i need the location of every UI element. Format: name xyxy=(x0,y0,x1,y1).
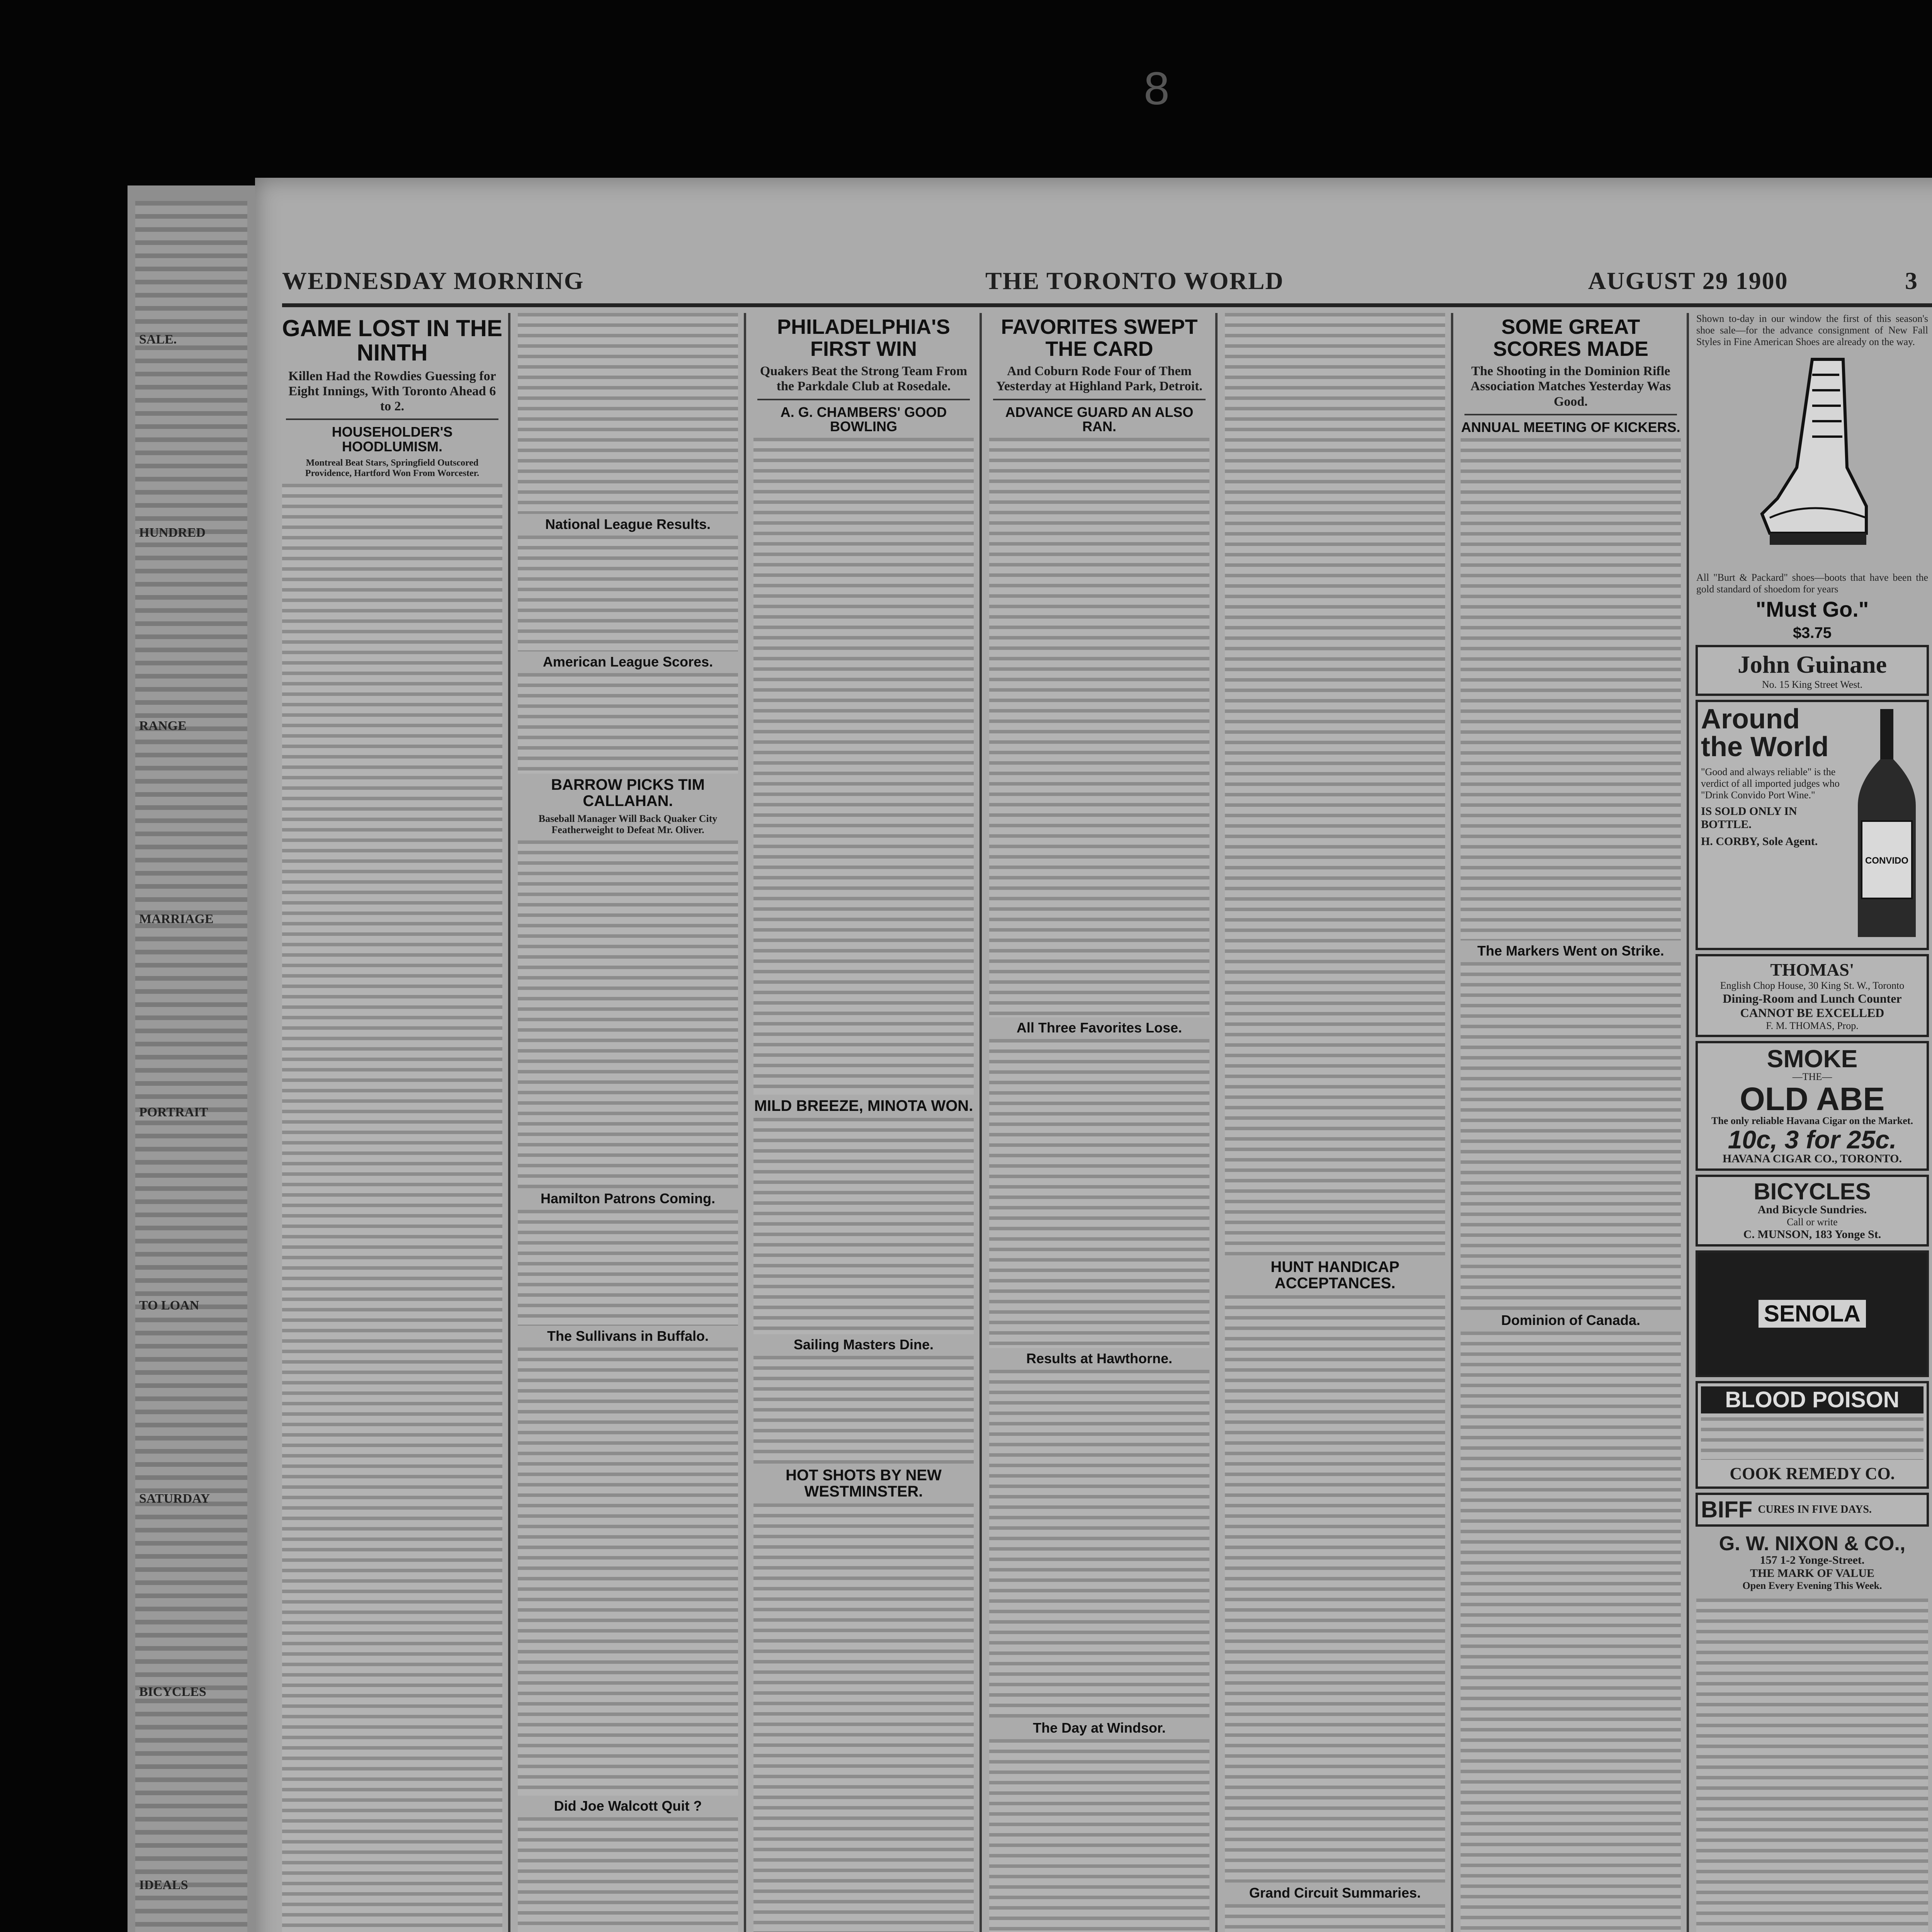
subhead-new-westminster: HOT SHOTS BY NEW WESTMINSTER. xyxy=(786,1466,942,1500)
headline-game-lost: GAME LOST IN THE NINTH xyxy=(282,315,502,366)
port-headline: Around the World xyxy=(1701,703,1829,762)
column-rule xyxy=(744,313,746,1932)
subhead-hunt-handicap: HUNT HANDICAP ACCEPTANCES. xyxy=(1270,1259,1400,1292)
adjacent-page-strip xyxy=(128,185,260,1932)
bicycles-ad xyxy=(1696,1175,1929,1247)
nixon-address: 157 1-2 Yonge-Street. xyxy=(1760,1553,1865,1566)
column-2 xyxy=(514,313,742,1932)
bicycles-call: Call or write xyxy=(1787,1216,1838,1228)
subhead-markers-strike: The Markers Went on Strike. xyxy=(1477,943,1664,959)
port-sold: IS SOLD ONLY IN BOTTLE. xyxy=(1701,804,1797,831)
masthead-rule xyxy=(282,303,1932,307)
thomas-name: THOMAS' xyxy=(1770,959,1854,980)
subhead-joe-walcott: Did Joe Walcott Quit ? xyxy=(554,1798,702,1814)
deck-great-scores: The Shooting in the Dominion Rifle Association Matches Yesterday Was Good. xyxy=(1470,364,1671,409)
column-7-advertisements xyxy=(1692,313,1932,1932)
race-results-block xyxy=(989,1370,1209,1718)
shoe-ad-text: All "Burt & Packard" shoes—boots that have been the gold standard of shoedom for years xyxy=(1696,572,1928,595)
score-list-block xyxy=(1461,1332,1681,1932)
subhead-advance-guard: ADVANCE GUARD AN ALSO RAN. xyxy=(1005,404,1194,435)
column-4 xyxy=(985,313,1213,1932)
subhead-minota-won: MILD BREEZE, MINOTA WON. xyxy=(754,1097,973,1115)
article-text-block xyxy=(753,1118,974,1334)
subhead-sailing-masters: Sailing Masters Dine. xyxy=(793,1337,934,1353)
left-fragment: SALE. xyxy=(139,332,177,347)
subhead-annual-meeting: ANNUAL MEETING OF KICKERS. xyxy=(1461,419,1680,435)
column-6 xyxy=(1457,313,1685,1932)
cigar-price: 10c, 3 for 25c. xyxy=(1728,1125,1897,1154)
article-text-block xyxy=(518,313,738,514)
cigar-company: HAVANA CIGAR CO., TORONTO. xyxy=(1722,1152,1902,1165)
shoe-illustration xyxy=(1754,352,1870,568)
bicycles-title: BICYCLES xyxy=(1753,1178,1871,1204)
subhead-grand-circuit: Grand Circuit Summaries. xyxy=(1249,1885,1421,1901)
divider xyxy=(1464,414,1677,415)
subhead-american-league: American League Scores. xyxy=(543,653,713,670)
guinane-address: No. 15 King Street West. xyxy=(1762,679,1863,690)
left-fragment: HUNDRED xyxy=(139,526,206,540)
shoe-ad-slogan: "Must Go." xyxy=(1755,597,1869,621)
article-text-block xyxy=(1696,1599,1928,1932)
article-text-block xyxy=(518,1210,738,1326)
article-text-block xyxy=(1461,438,1681,940)
subhead-hawthorne: Results at Hawthorne. xyxy=(1026,1350,1173,1366)
headline-favorites-swept: FAVORITES SWEPT THE CARD xyxy=(1001,315,1198,361)
blood-company: COOK REMEDY CO. xyxy=(1730,1464,1895,1483)
left-fragment: IDEALS xyxy=(139,1878,188,1892)
divider xyxy=(286,418,498,420)
port-agent: H. CORBY, Sole Agent. xyxy=(1701,835,1818,848)
blood-title: BLOOD POISON xyxy=(1701,1386,1923,1413)
thomas-chop-house-ad xyxy=(1696,954,1929,1037)
headline-barrow-callahan: BARROW PICKS TIM CALLAHAN. xyxy=(551,776,705,810)
article-text-block xyxy=(753,1356,974,1464)
cigar-name: OLD ABE xyxy=(1740,1080,1885,1117)
article-text-block xyxy=(282,484,502,1932)
column-5 xyxy=(1221,313,1449,1932)
biff-ad xyxy=(1696,1493,1929,1527)
bicycles-sub: And Bicycle Sundries. xyxy=(1757,1203,1867,1216)
race-results-block xyxy=(989,1739,1209,1932)
adjacent-page-text xyxy=(135,201,247,1932)
left-fragment: RANGE xyxy=(139,719,187,733)
deck-philadelphia: Quakers Beat the Strong Team From the Parkdale Club at Rosedale. xyxy=(760,364,968,394)
port-text: "Good and always reliable" is the verdict of all imported judges who "Drink Convido Port Wine." xyxy=(1701,766,1840,801)
shoe-ad-price: $3.75 xyxy=(1793,624,1832,641)
page-pencil-mark: 8 xyxy=(1144,63,1170,114)
left-fragment: SATURDAY xyxy=(139,1492,210,1506)
guinane-ad xyxy=(1696,645,1929,696)
thomas-line: Dining-Room and Lunch Counter CANNOT BE EXCELLED xyxy=(1723,991,1902,1020)
masthead-paper-name: THE TORONTO WORLD xyxy=(985,267,1284,294)
nixon-mark: THE MARK OF VALUE xyxy=(1750,1566,1874,1580)
column-rule xyxy=(508,313,510,1932)
left-fragment: MARRIAGE xyxy=(139,912,214,926)
subhead-hoodlumism: HOUSEHOLDER'S HOODLUMISM. xyxy=(332,424,453,455)
article-text-block xyxy=(753,1503,974,1932)
blood-poison-ad xyxy=(1696,1381,1929,1489)
divider xyxy=(757,399,970,400)
masthead-page-number: 3 xyxy=(1905,267,1918,294)
nixon-name: G. W. NIXON & CO., xyxy=(1719,1532,1906,1555)
cigar-the: —THE— xyxy=(1792,1071,1832,1082)
guinane-name: John Guinane xyxy=(1738,650,1887,678)
convido-port-ad xyxy=(1696,700,1929,950)
divider xyxy=(993,399,1206,400)
column-3 xyxy=(750,313,978,1932)
senola-name: SENOLA xyxy=(1759,1300,1866,1328)
thomas-proprietor: F. M. THOMAS, Prop. xyxy=(1766,1020,1859,1031)
subhead-windsor: The Day at Windsor. xyxy=(1033,1719,1166,1736)
biff-text: CURES IN FIVE DAYS. xyxy=(1758,1503,1872,1515)
column-rule xyxy=(980,313,982,1932)
left-fragment: PORTRAIT xyxy=(139,1105,208,1119)
subhead-dominion-canada: Dominion of Canada. xyxy=(1501,1312,1640,1328)
senola-ad xyxy=(1696,1250,1929,1377)
wine-bottle-illustration xyxy=(1850,705,1923,945)
column-rule xyxy=(1215,313,1218,1932)
old-abe-cigar-ad xyxy=(1696,1041,1929,1171)
article-text-block xyxy=(518,1817,738,1932)
left-fragment: TO LOAN xyxy=(139,1298,199,1313)
left-fragment: BICYCLES xyxy=(139,1685,206,1699)
cigar-smoke: SMOKE xyxy=(1767,1044,1858,1073)
masthead-day: WEDNESDAY MORNING xyxy=(282,267,584,294)
masthead xyxy=(282,259,1932,301)
article-text-block xyxy=(1461,962,1681,1310)
bottle-label: CONVIDO xyxy=(1865,855,1909,866)
blood-text xyxy=(1701,1417,1923,1460)
subhead-national-league: National League Results. xyxy=(545,516,711,532)
nixon-ad xyxy=(1696,1531,1929,1595)
cricket-score-block xyxy=(753,438,974,1095)
masthead-date: AUGUST 29 1900 xyxy=(1588,267,1788,294)
deck-game-lost: Killen Had the Rowdies Guessing for Eight Innings, With Toronto Ahead 6 to 2. xyxy=(288,369,496,414)
nixon-open: Open Every Evening This Week. xyxy=(1742,1580,1882,1591)
box-score-block xyxy=(518,673,738,774)
subhead-league-results: Montreal Beat Stars, Springfield Outscored Providence, Hartford Won From Worcester. xyxy=(305,457,480,479)
article-text-block xyxy=(518,1347,738,1796)
entries-list-block xyxy=(1225,1295,1445,1883)
race-entries-block xyxy=(1225,313,1445,1256)
cigar-description: The only reliable Havana Cigar on the Market. xyxy=(1711,1115,1913,1126)
subhead-sullivans-buffalo: The Sullivans in Buffalo. xyxy=(547,1328,709,1344)
article-text-block xyxy=(1225,1904,1445,1932)
subhead-hamilton-patrons: Hamilton Patrons Coming. xyxy=(540,1190,716,1207)
headline-great-scores: SOME GREAT SCORES MADE xyxy=(1493,315,1649,361)
newspaper-page xyxy=(255,63,1932,1932)
subhead-three-favorites: All Three Favorites Lose. xyxy=(1016,1020,1182,1036)
column-1 xyxy=(278,313,506,1932)
biff-name: BIFF xyxy=(1701,1496,1753,1522)
subhead-chambers-bowling: A. G. CHAMBERS' GOOD BOWLING xyxy=(780,404,947,435)
race-results-block xyxy=(989,438,1209,1017)
box-score-block xyxy=(518,536,738,651)
article-text-block xyxy=(518,840,738,1188)
headline-philadelphia: PHILADELPHIA'S FIRST WIN xyxy=(777,315,950,361)
column-rule xyxy=(1451,313,1453,1932)
deck-barrow-callahan: Baseball Manager Will Back Quaker City Featherweight to Defeat Mr. Oliver. xyxy=(538,813,718,836)
bicycles-address: C. MUNSON, 183 Yonge St. xyxy=(1743,1228,1881,1241)
deck-favorites-swept: And Coburn Rode Four of Them Yesterday at Highland Park, Detroit. xyxy=(996,364,1202,394)
column-rule xyxy=(1687,313,1689,1932)
shoe-ad-intro: Shown to-day in our window the first of this season's shoe sale—for the advance consignment of New Fall Styles in Fine American Shoes are already on the way. xyxy=(1696,313,1928,347)
thomas-text: English Chop House, 30 King St. W., Toronto xyxy=(1720,980,1905,991)
race-results-block xyxy=(989,1039,1209,1348)
